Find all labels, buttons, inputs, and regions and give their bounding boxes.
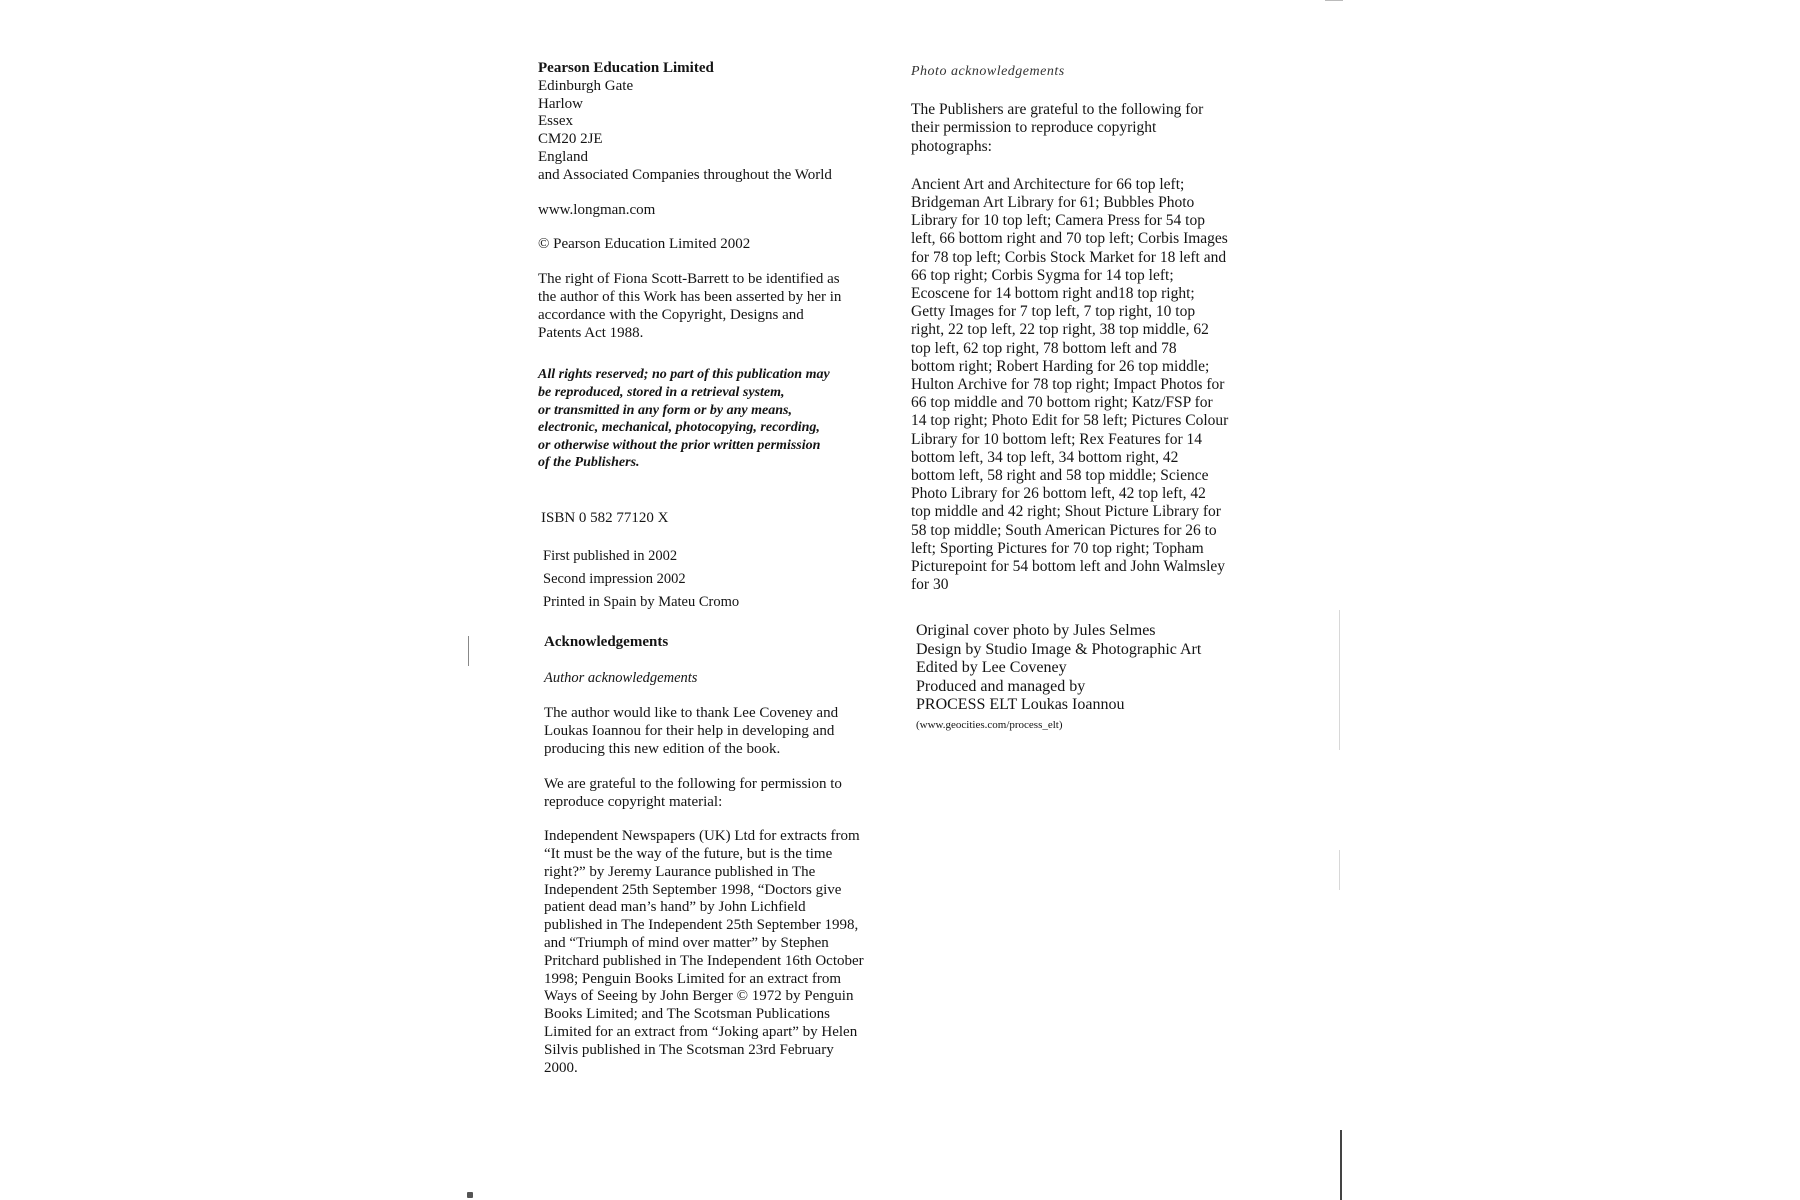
text-line: 58 top middle; South American Pictures for 26 to (911, 521, 1217, 539)
address-line: CM20 2JE (538, 131, 603, 148)
text-line: the author of this Work has been asserted by her in (538, 288, 842, 305)
text-line: Original cover photo by Jules Selmes (916, 622, 1156, 640)
text-line: Ancient Art and Architecture for 66 top left; (911, 175, 1185, 193)
isbn: ISBN 0 582 77120 X (541, 509, 669, 526)
photo-credits-list (911, 176, 1303, 595)
text-line: 1998; Penguin Books Limited for an extract from (544, 970, 842, 987)
publication-history (538, 545, 890, 614)
scan-edge-mark (1340, 1130, 1342, 1200)
text-line: right?” by Jeremy Laurance published in The (544, 863, 816, 880)
text-line: top middle and 42 right; Shout Picture Library for (911, 503, 1221, 521)
text-line: 66 top middle and 70 bottom right; Katz/FSP for (911, 394, 1213, 412)
text-line: Produced and managed by (916, 677, 1086, 695)
text-line: Silvis published in The Scotsman 23rd February (544, 1041, 834, 1058)
text-line: Design by Studio Image & Photographic Art (916, 640, 1202, 658)
text-line: The right of Fiona Scott-Barrett to be identified as (538, 271, 840, 288)
text-line: 66 top right; Corbis Sygma for 14 top left; (911, 266, 1174, 284)
address-line: England (538, 148, 588, 165)
text-line: of the Publishers. (538, 455, 640, 471)
author-ack-heading: Author acknowledgements (544, 669, 698, 686)
publisher-address (538, 60, 890, 185)
text-line: bottom right; Robert Harding for 26 top middle; (911, 357, 1210, 375)
text-line: Edited by Lee Coveney (916, 659, 1067, 677)
text-line: Bridgeman Art Library for 61; Bubbles Photo (911, 194, 1195, 212)
text-line: We are grateful to the following for permission to (544, 775, 842, 792)
text-line: 2000. (544, 1059, 578, 1076)
text-line: Ecoscene for 14 bottom right and18 top right; (911, 285, 1195, 303)
production-url: (www.geocities.com/process_elt) (916, 718, 1063, 731)
text-line: Getty Images for 7 top left, 7 top right, 10 top (911, 303, 1196, 321)
address-line: Edinburgh Gate (538, 77, 634, 94)
text-line: top left, 62 top right, 78 bottom left and 78 (911, 339, 1177, 357)
text-line: their permission to reproduce copyright (911, 119, 1157, 137)
text-line: accordance with the Copyright, Designs and (538, 306, 804, 323)
text-line: right, 22 top left, 22 top right, 38 top middle, 62 (911, 321, 1209, 339)
rights-reserved-statement (538, 366, 890, 472)
text-line: bottom left, 58 right and 58 top middle; Science (911, 467, 1209, 485)
text-line: Loukas Ioannou for their help in developing and (544, 723, 835, 740)
text-line: for 30 (911, 576, 949, 594)
text-line: patient dead man’s hand” by John Lichfield (544, 899, 806, 916)
text-line: All rights reserved; no part of this publication may (538, 367, 830, 383)
text-line: The Publishers are grateful to the following for (911, 101, 1204, 119)
production-credits (911, 622, 1311, 731)
scan-edge-mark (468, 636, 469, 666)
text-line: or transmitted in any form or by any means, (538, 402, 792, 418)
text-line: Ways of Seeing by John Berger © 1972 by Penguin (544, 988, 854, 1005)
text-line: PROCESS ELT Loukas Ioannou (916, 696, 1125, 714)
publisher-name: Pearson Education Limited (538, 60, 714, 76)
text-line: left, 66 bottom right and 70 top left; Corbis Images (911, 230, 1228, 248)
text-line: Library for 10 bottom left; Rex Features for 14 (911, 430, 1202, 448)
text-line: First published in 2002 (543, 547, 678, 564)
scan-edge-mark (1339, 610, 1340, 750)
address-line: Essex (538, 113, 573, 130)
text-line: “It must be the way of the future, but is the time (544, 846, 833, 863)
scan-edge-mark (1325, 0, 1343, 1)
text-line: Library for 10 top left; Camera Press for 54 top (911, 212, 1205, 230)
author-ack-text (538, 705, 890, 758)
text-line: Pritchard published in The Independent 16th October (544, 952, 864, 969)
text-line: Limited for an extract from “Joking apart” by Helen (544, 1024, 858, 1041)
text-line: for 78 top left; Corbis Stock Market for 18 left and (911, 248, 1227, 266)
text-line: photographs: (911, 137, 992, 155)
acknowledgements-heading: Acknowledgements (544, 633, 669, 650)
text-line: and “Triumph of mind over matter” by Stephen (544, 935, 829, 952)
text-line: 14 top right; Photo Edit for 58 left; Pictures Colour (911, 412, 1229, 430)
left-column (538, 60, 890, 1077)
text-line: producing this new edition of the book. (544, 740, 781, 757)
scan-speck (467, 1192, 473, 1198)
copyright-material-list (538, 828, 890, 1077)
text-line: bottom left, 34 top left, 34 bottom right, 42 (911, 448, 1179, 466)
text-line: or otherwise without the prior written permission (538, 437, 821, 453)
scan-edge-mark (1339, 850, 1340, 890)
text-line: Independent 25th September 1998, “Doctors give (544, 881, 842, 898)
text-line: electronic, mechanical, photocopying, recording, (538, 420, 820, 436)
address-line: Harlow (538, 95, 583, 112)
address-line: and Associated Companies throughout the World (538, 166, 832, 183)
text-line: Printed in Spain by Mateu Cromo (543, 593, 740, 610)
photo-ack-heading: Photo acknowledgements (911, 64, 1065, 79)
text-line: Picturepoint for 54 bottom left and John Walmsley (911, 558, 1226, 576)
photo-intro (911, 101, 1311, 156)
text-line: Independent Newspapers (UK) Ltd for extracts from (544, 828, 860, 845)
website: www.longman.com (538, 201, 656, 218)
text-line: Photo Library for 26 bottom left, 42 top left, 42 (911, 485, 1206, 503)
moral-rights-statement (538, 271, 890, 342)
text-line: Hulton Archive for 78 top right; Impact Photos for (911, 376, 1225, 394)
text-line: reproduce copyright material: (544, 793, 723, 810)
right-column (911, 63, 1311, 732)
text-line: Patents Act 1988. (538, 324, 644, 341)
text-line: Books Limited; and The Scotsman Publications (544, 1006, 830, 1023)
text-line: Second impression 2002 (543, 570, 686, 587)
permission-intro (538, 776, 890, 812)
text-line: The author would like to thank Lee Coveney and (544, 705, 839, 722)
text-line: published in The Independent 25th September 1998, (544, 917, 859, 934)
text-line: left; Sporting Pictures for 70 top right; Topham (911, 539, 1204, 557)
text-line: be reproduced, stored in a retrieval system, (538, 384, 785, 400)
copyright-notice: © Pearson Education Limited 2002 (538, 236, 751, 253)
